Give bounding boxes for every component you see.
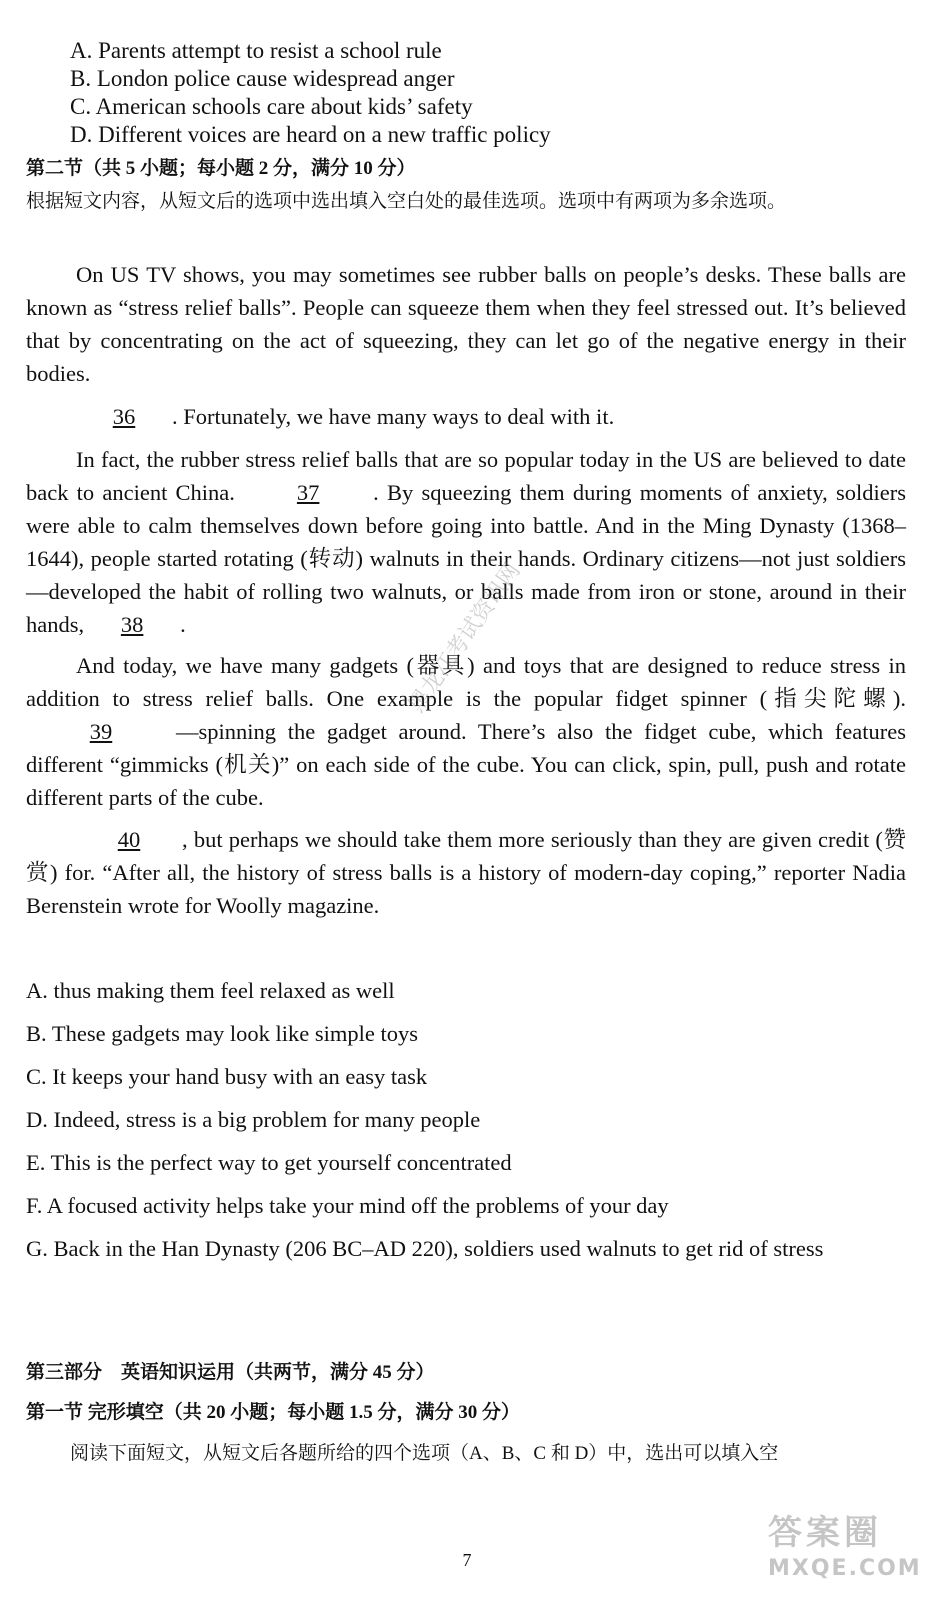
part3-section1-heading: 第一节 完形填空（共 20 小题；每小题 1.5 分，满分 30 分） bbox=[26, 1402, 521, 1423]
paragraph-2-text: . Fortunately, we have many ways to deal with it. bbox=[172, 404, 615, 429]
logo-url: MXQE.COM bbox=[768, 1556, 922, 1581]
paragraph-3-text-middle: . By squeezing them during moments of anxiety, soldiers were able to calm themselves down before going into battle. And in the Ming Dynasty (1368–1644), people started rotating (转动) walnuts in their hands. Ordinary citizens—not just soldiers—developed the habit of rolling two walnuts, or balls made from iron or stone, around in their hands, bbox=[26, 480, 907, 637]
section2-heading: 第二节（共 5 小题；每小题 2 分，满分 10 分） bbox=[26, 158, 416, 179]
question-option-a: A. Parents attempt to resist a school rule bbox=[70, 38, 442, 63]
passage-paragraph-5 bbox=[26, 823, 906, 922]
paragraph-4-text-start: And today, we have many gadgets (器具) and toys that are designed to reduce stress in addition to stress relief balls. One example is the popular fidget spinner (指尖陀螺). bbox=[26, 653, 906, 711]
part3-instruction: 阅读下面短文，从短文后各题所给的四个选项（A、B、C 和 D）中，选出可以填入空 bbox=[70, 1443, 779, 1464]
blank-39: 39 bbox=[89, 719, 113, 744]
passage-paragraph-1: On US TV shows, you may sometimes see rubber balls on people’s desks. These balls are known as “stress relief balls”. People can squeeze them when they feel stressed out. It’s believed that by concentrating on the act of squeezing, they can let go of the negative energy in their bodies. bbox=[26, 262, 906, 386]
blank-37: 37 bbox=[296, 480, 320, 505]
choice-g: G. Back in the Han Dynasty (206 BC–AD 220), soldiers used walnuts to get rid of stress bbox=[26, 1236, 824, 1261]
watermark-text: 黑龙江考试资讯网 bbox=[404, 558, 526, 718]
choice-c: C. It keeps your hand busy with an easy task bbox=[26, 1064, 428, 1089]
choice-e: E. This is the perfect way to get yourself concentrated bbox=[26, 1150, 512, 1175]
blank-38: 38 bbox=[120, 612, 144, 637]
choice-b: B. These gadgets may look like simple toys bbox=[26, 1021, 419, 1046]
blank-40: 40 bbox=[117, 827, 141, 852]
paragraph-3-text-end: . bbox=[180, 612, 186, 637]
watermark-logo bbox=[768, 1505, 922, 1595]
choice-a: A. thus making them feel relaxed as well bbox=[26, 978, 395, 1003]
page-number: 7 bbox=[462, 1550, 472, 1570]
section2-instruction: 根据短文内容，从短文后的选项中选出填入空白处的最佳选项。选项中有两项为多余选项。 bbox=[26, 191, 787, 212]
choice-d: D. Indeed, stress is a big problem for many people bbox=[26, 1107, 481, 1132]
logo-text: 答案圈 bbox=[768, 1513, 882, 1553]
part3-heading: 第三部分 英语知识运用（共两节，满分 45 分） bbox=[26, 1362, 435, 1383]
choice-f: F. A focused activity helps take your mind off the problems of your day bbox=[26, 1193, 669, 1218]
passage-paragraph-4 bbox=[26, 649, 906, 814]
question-option-d: D. Different voices are heard on a new traffic policy bbox=[70, 122, 551, 147]
passage-paragraph-2 bbox=[26, 400, 906, 433]
blank-36: 36 bbox=[112, 404, 136, 429]
question-option-b: B. London police cause widespread anger bbox=[70, 66, 455, 91]
paragraph-3-text-start: In fact, the rubber stress relief balls that are so popular today in the US are believed to date back to ancient China. bbox=[26, 447, 906, 505]
paragraph-4-text-end: —spinning the gadget around. There’s also the fidget cube, which features different “gimmicks (机关)” on each side of the cube. You can click, spin, pull, push and rotate different parts of the cube. bbox=[26, 719, 906, 810]
paragraph-5-text: , but perhaps we should take them more seriously than they are given credit (赞赏) for. “After all, the history of stress balls is a history of modern-day coping,” reporter Nadia Berenstein wrote for Woolly magazine. bbox=[26, 827, 906, 918]
question-option-c: C. American schools care about kids’ safety bbox=[70, 94, 473, 119]
